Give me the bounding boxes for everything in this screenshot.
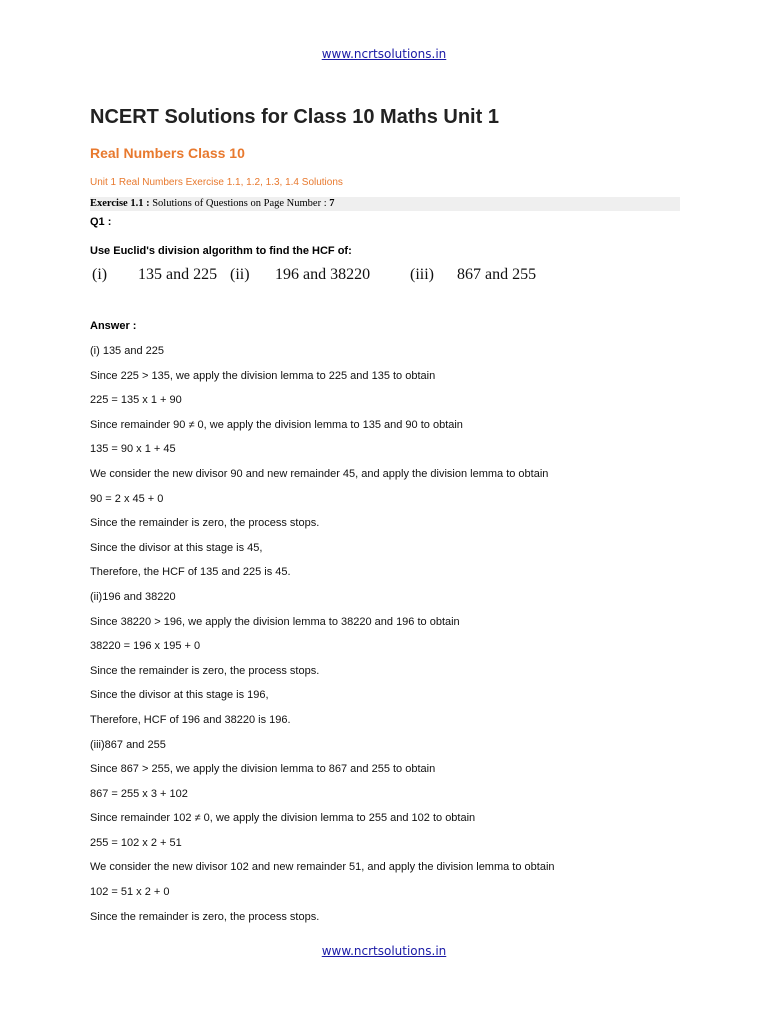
answer-label: Answer : [90, 320, 137, 332]
part-ii-text: 196 and 38220 [275, 266, 371, 283]
answer-line: Since the remainder is zero, the process stops. [90, 664, 320, 677]
part-iii-number: (iii) [410, 266, 434, 283]
answer-line: Therefore, the HCF of 135 and 225 is 45. [90, 566, 291, 579]
page-title: NCERT Solutions for Class 10 Maths Unit 1 [90, 106, 499, 128]
question-number: Q1 : [90, 216, 112, 228]
answer-line: (i) 135 and 225 [90, 345, 164, 357]
part-i-text: 135 and 225 [138, 266, 218, 283]
answer-line: 867 = 255 x 3 + 102 [90, 787, 188, 800]
answer-line: Since the divisor at this stage is 45, [90, 541, 263, 554]
exercise-bar [90, 197, 680, 211]
footer-site-link[interactable]: www.ncrtsolutions.in [321, 944, 447, 958]
exercise-label: Exercise 1.1 : [90, 198, 150, 209]
answer-line: Since 38220 > 196, we apply the division lemma to 38220 and 196 to obtain [90, 615, 460, 628]
part-i-number: (i) [92, 266, 108, 283]
answer-line: Since 867 > 255, we apply the division lemma to 867 and 255 to obtain [90, 763, 436, 776]
exercise-page-number: 7 [329, 198, 335, 209]
answer-line: Therefore, HCF of 196 and 38220 is 196. [90, 713, 291, 726]
answer-line: Since the remainder is zero, the process stops. [90, 910, 320, 923]
answer-line: (ii)196 and 38220 [90, 590, 176, 603]
answer-line: Since 225 > 135, we apply the division lemma to 225 and 135 to obtain [90, 369, 436, 382]
part-iii-text: 867 and 255 [457, 266, 537, 283]
answer-line: Since remainder 102 ≠ 0, we apply the division lemma to 255 and 102 to obtain [90, 812, 476, 825]
unit-description: Unit 1 Real Numbers Exercise 1.1, 1.2, 1.3, 1.4 Solutions [90, 177, 343, 188]
answer-line: 38220 = 196 x 195 + 0 [90, 640, 201, 653]
header-site-link[interactable]: www.ncrtsolutions.in [321, 47, 447, 61]
answer-line: 102 = 51 x 2 + 0 [90, 886, 170, 899]
answer-line: Since remainder 90 ≠ 0, we apply the division lemma to 135 and 90 to obtain [90, 418, 463, 431]
part-ii-number: (ii) [230, 266, 250, 283]
answer-line: 225 = 135 x 1 + 90 [90, 394, 182, 407]
question-text: Use Euclid's division algorithm to find the HCF of: [90, 245, 352, 257]
answer-line: 135 = 90 x 1 + 45 [90, 443, 176, 456]
answer-line: (iii)867 and 255 [90, 738, 166, 751]
answer-line: 255 = 102 x 2 + 51 [90, 836, 182, 849]
answer-body [90, 343, 690, 933]
answer-line: 90 = 2 x 45 + 0 [90, 492, 164, 505]
exercise-text: Solutions of Questions on Page Number : [152, 198, 327, 209]
answer-line: Since the remainder is zero, the process stops. [90, 517, 320, 530]
answer-line: We consider the new divisor 90 and new remainder 45, and apply the division lemma to obtain [90, 467, 549, 480]
answer-line: We consider the new divisor 102 and new remainder 51, and apply the division lemma to obtain [90, 861, 555, 874]
answer-line: Since the divisor at this stage is 196, [90, 689, 269, 702]
page-subtitle: Real Numbers Class 10 [90, 145, 245, 161]
